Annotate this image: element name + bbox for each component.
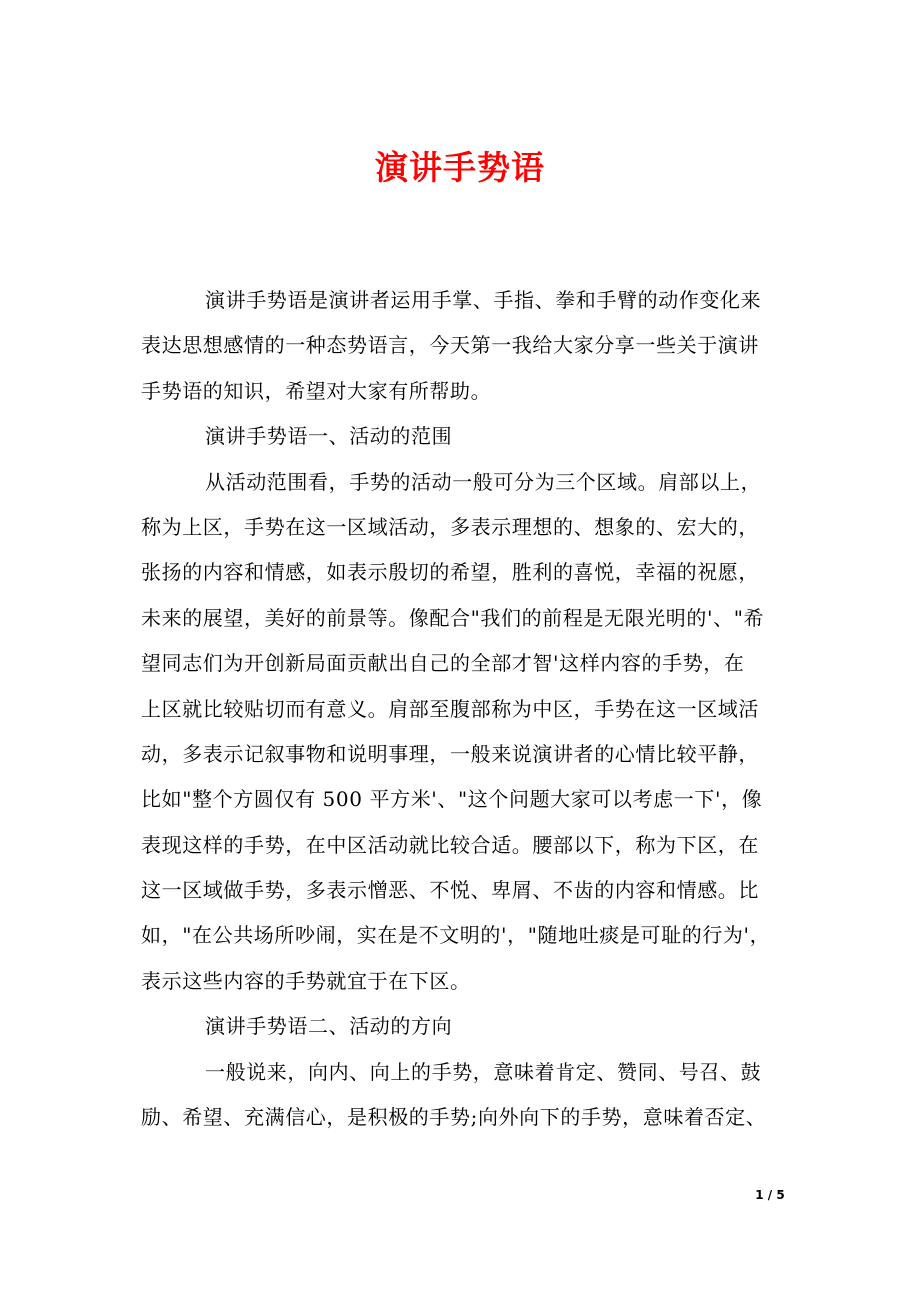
paragraph-line: 如，"在公共场所吵闹，实在是不文明的'，"随地吐痰是可耻的行为'， <box>141 923 771 948</box>
document-body <box>141 278 791 1140</box>
paragraph-line: 未来的展望，美好的前景等。像配合"我们的前程是无限光明的'、"希 <box>141 605 765 630</box>
paragraph-line: 比如"整个方圆仅有 500 平方米'、"这个问题大家可以考虑一下'，像 <box>141 787 763 812</box>
paragraph-line: 望同志们为开创新局面贡献出自己的全部才智'这样内容的手势，在 <box>141 651 745 676</box>
paragraph-line: 表达思想感情的一种态势语言，今天第一我给大家分享一些关于演讲 <box>141 333 759 358</box>
section-heading: 演讲手势语二、活动的方向 <box>205 1014 453 1039</box>
paragraph-line: 这一区域做手势，多表示憎恶、不悦、卑屑、不齿的内容和情感。比 <box>141 878 759 903</box>
document-title: 演讲手势语 <box>375 148 545 187</box>
page-number: 1 / 5 <box>755 1188 785 1202</box>
paragraph-line: 动，多表示记叙事物和说明事理，一般来说演讲者的心情比较平静， <box>141 741 759 766</box>
paragraph-line: 手势语的知识，希望对大家有所帮助。 <box>141 378 492 403</box>
section-heading: 演讲手势语一、活动的范围 <box>205 424 453 449</box>
paragraph-line: 称为上区，手势在这一区域活动，多表示理想的、想象的、宏大的， <box>141 514 759 539</box>
paragraph-line: 从活动范围看，手势的活动一般可分为三个区域。肩部以上， <box>205 469 762 494</box>
paragraph-line: 表示这些内容的手势就宜于在下区。 <box>141 968 471 993</box>
paragraph-line: 张扬的内容和情感，如表示殷切的希望，胜利的喜悦，幸福的祝愿， <box>141 560 759 585</box>
paragraph-line: 励、希望、充满信心，是积极的手势;向外向下的手势，意味着否定、 <box>141 1105 767 1130</box>
paragraph-line: 表现这样的手势，在中区活动就比较合适。腰部以下，称为下区，在 <box>141 832 759 857</box>
paragraph-line: 上区就比较贴切而有意义。肩部至腹部称为中区，手势在这一区域活 <box>141 696 759 721</box>
paragraph-line: 一般说来，向内、向上的手势，意味着肯定、赞同、号召、鼓 <box>205 1059 762 1084</box>
paragraph-line: 演讲手势语是演讲者运用手掌、手指、拳和手臂的动作变化来 <box>205 288 762 312</box>
